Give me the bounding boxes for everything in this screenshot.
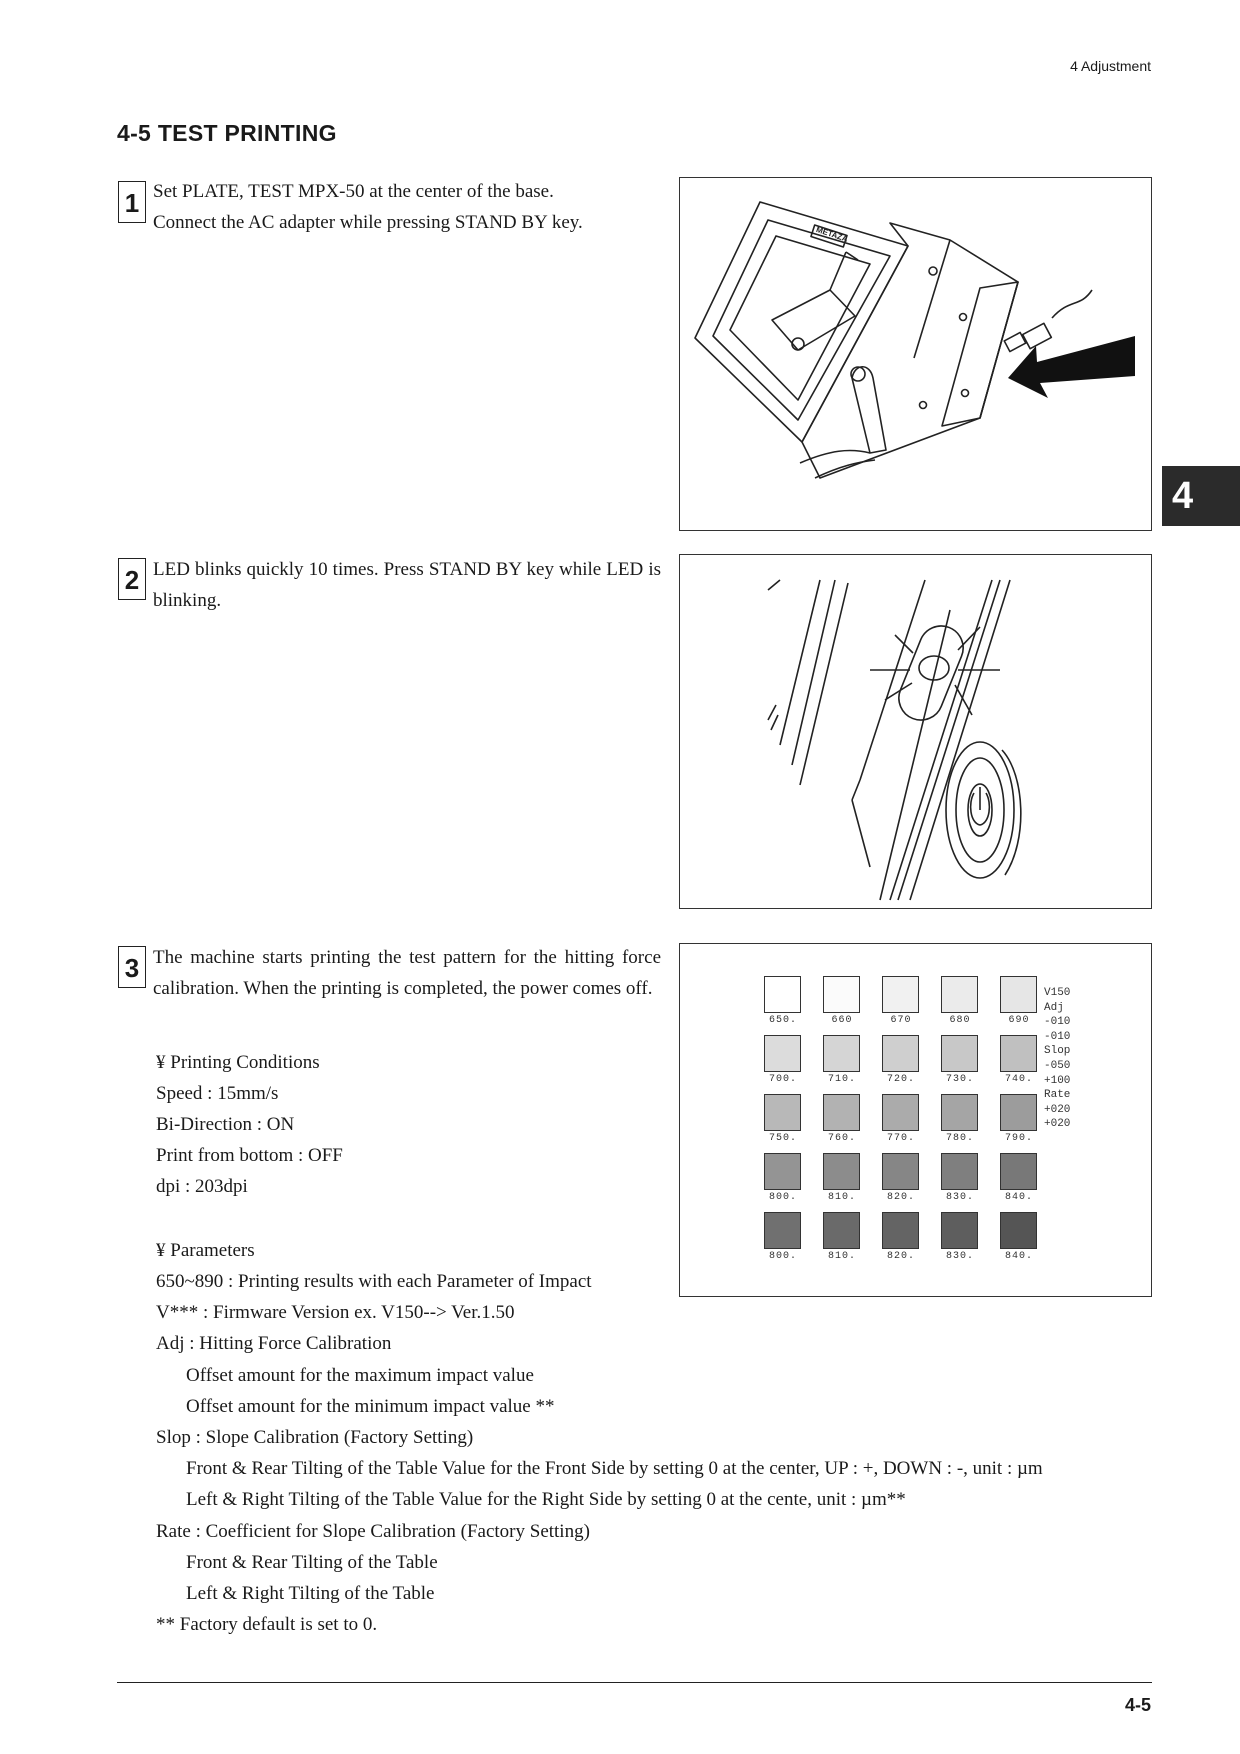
pattern-swatch-label: 720. bbox=[886, 1074, 915, 1085]
chapter-header: 4 Adjustment bbox=[1070, 58, 1151, 74]
parameter-line: Rate : Coefficient for Slope Calibration (Factory Setting) bbox=[156, 1520, 590, 1542]
figure-led-standby-key bbox=[679, 554, 1152, 909]
step-2-text: LED blinks quickly 10 times. Press STAND BY key while LED is blinking. bbox=[153, 559, 661, 611]
pattern-swatch-label: 790. bbox=[1004, 1133, 1033, 1144]
pattern-parameter: -010 bbox=[1044, 1030, 1071, 1043]
chapter-tab: 4 bbox=[1162, 466, 1240, 526]
step-3-text: The machine starts printing the test pattern for the hitting force calibration. When the printing is completed, the power comes off. bbox=[153, 947, 661, 999]
pattern-swatch bbox=[823, 976, 860, 1013]
pattern-swatch-label: 800. bbox=[768, 1251, 797, 1262]
pattern-parameter: +100 bbox=[1044, 1074, 1071, 1087]
pattern-parameter: Adj bbox=[1044, 1001, 1064, 1014]
pattern-swatch-label: 660 bbox=[831, 1015, 853, 1026]
pattern-swatch bbox=[882, 976, 919, 1013]
parameter-line: Offset amount for the maximum impact value bbox=[186, 1364, 534, 1386]
pattern-swatch bbox=[882, 1153, 919, 1190]
pattern-swatch-label: 840. bbox=[1004, 1192, 1033, 1203]
pattern-swatch bbox=[764, 1153, 801, 1190]
parameters-heading: ¥ Parameters bbox=[156, 1240, 255, 1261]
brand-label: METAZA bbox=[815, 225, 849, 244]
section-title: 4-5 TEST PRINTING bbox=[117, 120, 337, 146]
pattern-swatch-label: 650. bbox=[768, 1015, 797, 1026]
pattern-swatch bbox=[941, 976, 978, 1013]
pattern-parameter-column bbox=[1044, 986, 1070, 1132]
parameter-line: Slop : Slope Calibration (Factory Setting) bbox=[156, 1427, 474, 1448]
pattern-swatch-label: 770. bbox=[886, 1133, 915, 1144]
pattern-parameter: Slop bbox=[1044, 1045, 1071, 1058]
figure-device-ac-adapter bbox=[679, 177, 1152, 531]
step-number-2: 2 bbox=[118, 558, 146, 600]
pattern-swatch bbox=[882, 1035, 919, 1072]
step-1-line-1: Set PLATE, TEST MPX-50 at the center of the base. bbox=[153, 181, 554, 202]
device-illustration bbox=[680, 178, 1150, 529]
parameter-line: Front & Rear Tilting of the Table bbox=[186, 1551, 438, 1573]
pattern-swatch bbox=[941, 1212, 978, 1249]
condition-item: dpi : 203dpi bbox=[156, 1176, 248, 1197]
step-1-text bbox=[153, 176, 673, 238]
pattern-swatch-label: 820. bbox=[886, 1192, 915, 1203]
condition-item: Bi-Direction : ON bbox=[156, 1114, 295, 1135]
pattern-swatch bbox=[823, 1153, 860, 1190]
pattern-swatch bbox=[1000, 976, 1037, 1013]
step-number-1: 1 bbox=[118, 181, 146, 223]
pattern-parameter: +020 bbox=[1044, 1118, 1071, 1131]
pattern-swatch-label: 690 bbox=[1008, 1015, 1030, 1026]
pattern-swatch-label: 670 bbox=[890, 1015, 912, 1026]
parameter-line: V*** : Firmware Version ex. V150--> Ver.1.50 bbox=[156, 1302, 515, 1324]
pattern-swatch bbox=[823, 1212, 860, 1249]
pattern-swatch-label: 820. bbox=[886, 1251, 915, 1262]
pattern-swatch-label: 680 bbox=[949, 1015, 971, 1026]
pattern-swatch bbox=[823, 1035, 860, 1072]
pattern-swatch bbox=[941, 1035, 978, 1072]
pattern-swatch-label: 760. bbox=[827, 1133, 856, 1144]
pattern-swatch-label: 830. bbox=[945, 1251, 974, 1262]
pattern-swatch-label: 780. bbox=[945, 1133, 974, 1144]
step-1-line-2: Connect the AC adapter while pressing STAND BY key. bbox=[153, 212, 583, 233]
figure-test-pattern bbox=[679, 943, 1152, 1297]
footer-rule bbox=[117, 1682, 1152, 1683]
condition-item: Print from bottom : OFF bbox=[156, 1145, 343, 1166]
pattern-swatch-label: 700. bbox=[768, 1074, 797, 1085]
pattern-swatch-label: 800. bbox=[768, 1192, 797, 1203]
parameter-line: 650~890 : Printing results with each Parameter of Impact bbox=[156, 1271, 592, 1292]
pattern-swatch bbox=[1000, 1212, 1037, 1249]
pattern-swatch bbox=[941, 1153, 978, 1190]
step-number-3: 3 bbox=[118, 946, 146, 988]
pattern-swatch bbox=[1000, 1035, 1037, 1072]
pattern-swatch bbox=[764, 976, 801, 1013]
pattern-swatch-label: 810. bbox=[827, 1251, 856, 1262]
parameter-line: ** Factory default is set to 0. bbox=[156, 1614, 378, 1636]
pattern-swatch-label: 740. bbox=[1004, 1074, 1033, 1085]
pattern-swatch bbox=[764, 1212, 801, 1249]
pattern-parameter: Rate bbox=[1044, 1089, 1071, 1102]
pattern-parameter: -010 bbox=[1044, 1016, 1071, 1029]
pattern-swatch bbox=[882, 1094, 919, 1131]
conditions-heading: ¥ Printing Conditions bbox=[156, 1052, 320, 1073]
pattern-swatch-label: 830. bbox=[945, 1192, 974, 1203]
condition-item: Speed : 15mm/s bbox=[156, 1083, 279, 1104]
pattern-parameter: +020 bbox=[1044, 1103, 1071, 1116]
pattern-parameter: -050 bbox=[1044, 1059, 1071, 1072]
pattern-swatch-label: 710. bbox=[827, 1074, 856, 1085]
led-illustration bbox=[680, 555, 1150, 907]
pattern-swatch-label: 730. bbox=[945, 1074, 974, 1085]
pattern-swatch bbox=[882, 1212, 919, 1249]
pattern-swatch bbox=[941, 1094, 978, 1131]
pattern-swatch bbox=[764, 1035, 801, 1072]
page-number: 4-5 bbox=[1124, 1695, 1151, 1715]
parameter-line: Front & Rear Tilting of the Table Value for the Front Side by setting 0 at the center, UP : +, DOWN : -, unit : µm bbox=[186, 1458, 1043, 1480]
pattern-swatch bbox=[1000, 1094, 1037, 1131]
pattern-swatch bbox=[1000, 1153, 1037, 1190]
pattern-swatch-label: 750. bbox=[768, 1133, 797, 1144]
pattern-swatch bbox=[823, 1094, 860, 1131]
parameter-line: Left & Right Tilting of the Table Value for the Right Side by setting 0 at the cente, unit : µm** bbox=[186, 1489, 906, 1511]
parameter-line: Adj : Hitting Force Calibration bbox=[156, 1333, 392, 1355]
parameter-line: Left & Right Tilting of the Table bbox=[186, 1583, 435, 1604]
pattern-swatch bbox=[764, 1094, 801, 1131]
pattern-swatch-label: 840. bbox=[1004, 1251, 1033, 1262]
pattern-parameter: V150 bbox=[1044, 987, 1071, 999]
parameter-line: Offset amount for the minimum impact value ** bbox=[186, 1395, 555, 1417]
pattern-swatch-label: 810. bbox=[827, 1192, 856, 1203]
